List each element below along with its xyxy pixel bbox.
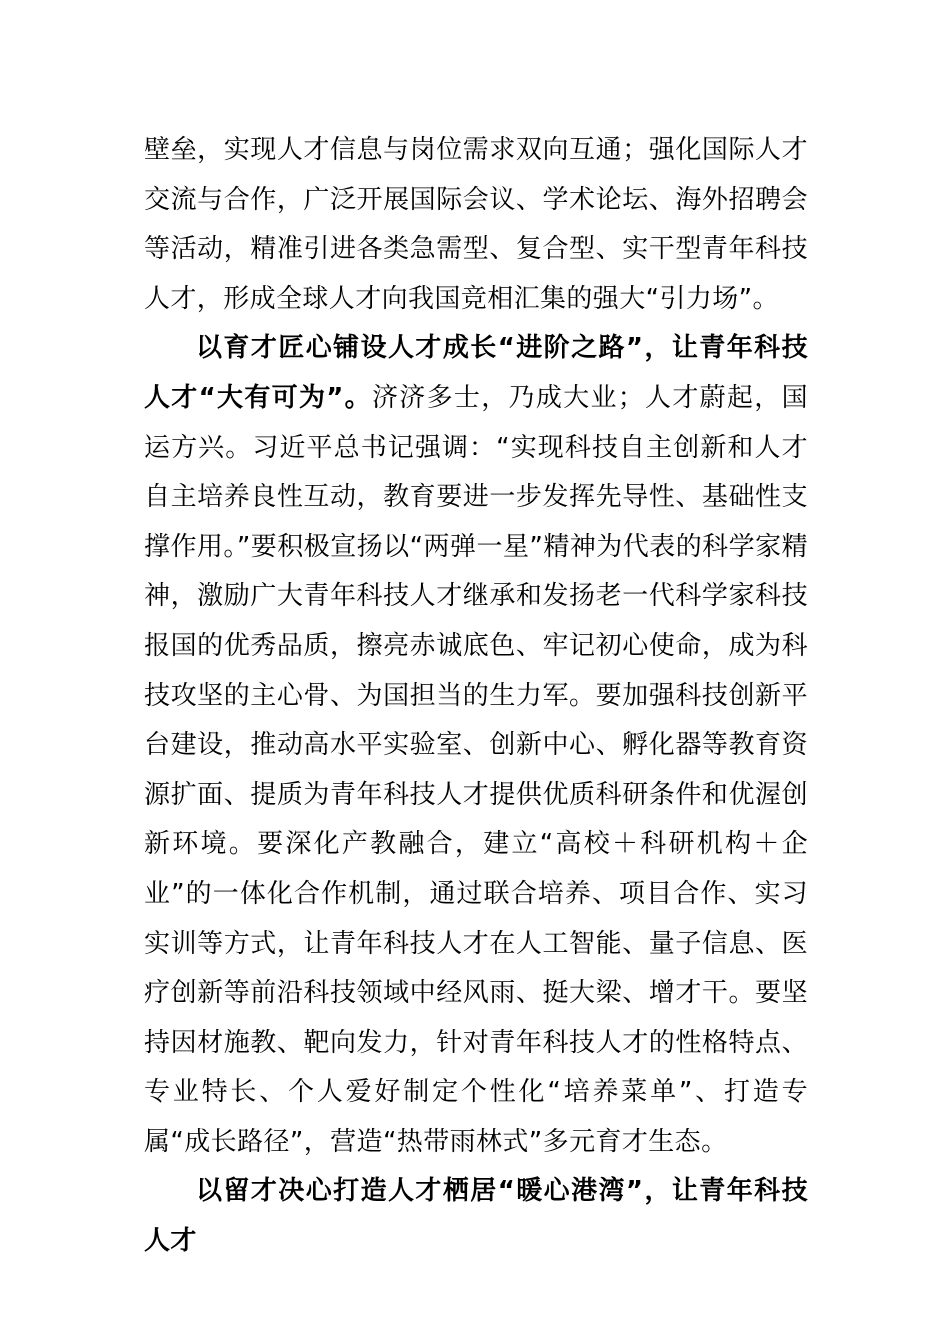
document-body — [144, 126, 808, 1267]
paragraph-heading: 以育才匠心铺设人才成长“进阶之路”，让青年科技人才“大有可为”。 — [144, 333, 808, 413]
paragraph-text: 济济多士，乃成大业；人才蔚起，国运方兴。习近平总书记强调：“实现科技自主创新和人才自主培养良性互动，教育要进一步发挥先导性、基础性支撑作用。”要积极宣扬以“两弹一星”精神为代表的科学家精神，激励广大青年科技人才继承和发扬老一代科学家科技报国的优秀品质，擦亮赤诚底色、牢记初心使命，成为科技攻坚的主心骨、为国担当的生力军。要加强科技创新平台建设，推动高水平实验室、创新中心、孵化器等教育资源扩面、提质为青年科技人才提供优质科研条件和优渥创新环境。要深化产教融合，建立“高校＋科研机构＋企业”的一体化合作机制，通过联合培养、项目合作、实习实训等方式，让青年科技人才在人工智能、量子信息、医疗创新等前沿科技领域中经风雨、挺大梁、增才干。要坚持因材施教、靶向发力，针对青年科技人才的性格特点、专业特长、个人爱好制定个性化“培养菜单”、打造专属“成长路径”，营造“热带雨林式”多元育才生态。 — [144, 382, 809, 1157]
paragraph-talent-retention — [144, 1167, 808, 1266]
paragraph-continuation — [144, 126, 808, 324]
paragraph-text: 壁垒，实现人才信息与岗位需求双向互通；强化国际人才交流与合作，广泛开展国际会议、学术论坛、海外招聘会等活动，精准引进各类急需型、复合型、实干型青年科技人才，形成全球人才向我国竞相汇集的强大“引力场”。 — [144, 135, 808, 314]
paragraph-talent-cultivation — [144, 324, 808, 1167]
paragraph-heading: 以留才决心打造人才栖居“暖心港湾”，让青年科技人才 — [144, 1176, 808, 1257]
